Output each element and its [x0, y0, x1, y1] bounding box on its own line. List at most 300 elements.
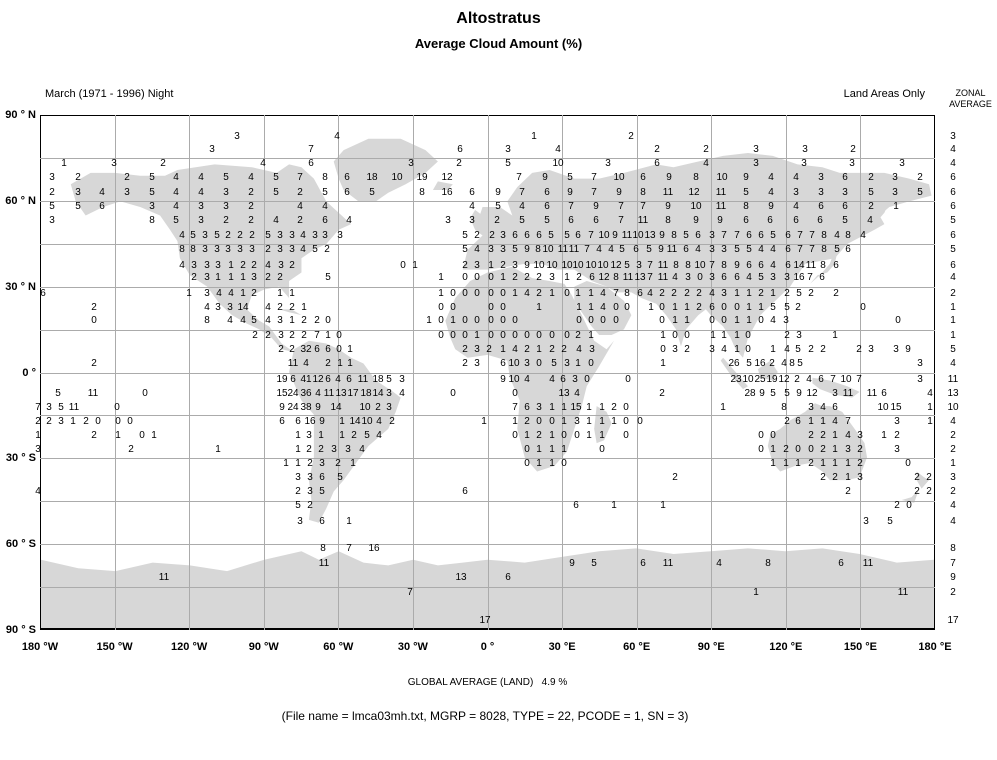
grid-value: 2: [124, 172, 130, 183]
grid-value: 7: [568, 201, 574, 212]
grid-value: 4: [469, 201, 475, 212]
grid-value: 2: [808, 458, 814, 469]
grid-value: 1: [684, 315, 690, 326]
grid-value: 6: [793, 215, 799, 226]
grid-value: 1: [289, 315, 295, 326]
grid-value: 10: [361, 416, 373, 427]
x-axis-label: 0 °: [480, 641, 495, 653]
grid-value: 1: [301, 302, 307, 313]
grid-value: 11: [657, 260, 669, 271]
zonal-average-value: 6: [950, 201, 956, 212]
grid-value: 7: [407, 587, 413, 598]
grid-value: 4: [265, 302, 271, 313]
grid-value: 6: [842, 201, 848, 212]
grid-value: 2: [295, 486, 301, 497]
grid-value: 0: [613, 302, 619, 313]
grid-value: 2: [35, 416, 41, 427]
grid-value: 1: [575, 358, 581, 369]
grid-value: 11: [662, 187, 674, 198]
grid-value: 1: [672, 302, 678, 313]
grid-value: 0: [474, 315, 480, 326]
grid-value: 4: [265, 260, 271, 271]
gridline-horizontal: [40, 501, 935, 502]
grid-value: 3: [306, 430, 312, 441]
grid-value: 0: [488, 302, 494, 313]
grid-value: 1: [832, 444, 838, 455]
grid-value: 1: [734, 330, 740, 341]
grid-value: 2: [659, 288, 665, 299]
grid-value: 2: [536, 272, 542, 283]
grid-value: 7: [591, 187, 597, 198]
grid-value: 2: [857, 458, 863, 469]
grid-value: 1: [770, 288, 776, 299]
grid-value: 3: [784, 272, 790, 283]
grid-value: 1: [648, 302, 654, 313]
grid-value: 1: [660, 358, 666, 369]
grid-value: 4: [647, 288, 653, 299]
grid-value: 2: [307, 458, 313, 469]
grid-value: 6: [40, 288, 46, 299]
grid-value: 0: [584, 374, 590, 385]
grid-value: 1: [438, 288, 444, 299]
grid-value: 1: [893, 201, 899, 212]
grid-value: 1: [660, 330, 666, 341]
gridline-horizontal: [40, 373, 935, 374]
grid-value: 3: [721, 288, 727, 299]
grid-value: 9: [616, 187, 622, 198]
grid-value: 11: [357, 374, 369, 385]
grid-value: 0: [114, 402, 120, 413]
grid-value: 28: [744, 388, 756, 399]
grid-value: 18: [360, 388, 372, 399]
grid-value: 2: [820, 444, 826, 455]
grid-value: 7: [647, 272, 653, 283]
grid-value: 0: [512, 388, 518, 399]
grid-value: 3: [237, 244, 243, 255]
zonal-average-value: 2: [950, 486, 956, 497]
grid-value: 0: [325, 315, 331, 326]
grid-value: 6: [845, 244, 851, 255]
grid-value: 0: [564, 330, 570, 341]
grid-value: 3: [474, 344, 480, 355]
grid-value: 9: [659, 230, 665, 241]
grid-value: 0: [438, 330, 444, 341]
grid-value: 5: [149, 172, 155, 183]
zonal-average-value: 6: [950, 260, 956, 271]
grid-value: 5: [495, 201, 501, 212]
grid-value: 9: [665, 201, 671, 212]
grid-value: 9: [524, 260, 530, 271]
grid-value: 0: [549, 330, 555, 341]
x-axis-label: 60 °W: [323, 641, 354, 653]
grid-value: 2: [46, 416, 52, 427]
grid-value: 0: [488, 288, 494, 299]
grid-value: 4: [179, 260, 185, 271]
grid-value: 1: [599, 402, 605, 413]
gridline-horizontal: [40, 544, 935, 545]
grid-value: 2: [833, 288, 839, 299]
grid-value: 3: [209, 144, 215, 155]
grid-value: 8: [821, 244, 827, 255]
grid-value: 2: [684, 288, 690, 299]
grid-value: 10: [690, 201, 702, 212]
grid-value: 3: [589, 344, 595, 355]
grid-value: 4: [173, 172, 179, 183]
grid-value: 3: [893, 344, 899, 355]
grid-value: 6: [536, 230, 542, 241]
grid-value: 7: [734, 230, 740, 241]
grid-value: 1: [820, 458, 826, 469]
grid-value: 0: [808, 444, 814, 455]
grid-value: 2: [784, 330, 790, 341]
grid-value: 26: [728, 358, 740, 369]
grid-value: 6: [743, 215, 749, 226]
grid-value: 0: [576, 315, 582, 326]
grid-value: 1: [277, 288, 283, 299]
grid-value: 2: [474, 230, 480, 241]
grid-value: 0: [462, 288, 468, 299]
grid-value: 7: [591, 172, 597, 183]
grid-value: 6: [785, 230, 791, 241]
grid-value: 1: [576, 302, 582, 313]
gridline-vertical: [637, 115, 638, 630]
grid-value: 0: [745, 344, 751, 355]
grid-value: 2: [289, 330, 295, 341]
grid-value: 0: [512, 430, 518, 441]
x-axis-label: 30 °E: [548, 641, 576, 653]
grid-value: 6: [640, 558, 646, 569]
grid-value: 10: [597, 260, 609, 271]
x-axis-label: 30 °W: [397, 641, 428, 653]
grid-value: 0: [500, 330, 506, 341]
grid-value: 13: [455, 572, 467, 583]
grid-value: 6: [833, 260, 839, 271]
grid-value: 1: [426, 315, 432, 326]
grid-value: 2: [318, 444, 324, 455]
grid-value: 5: [319, 486, 325, 497]
grid-value: 11: [842, 388, 854, 399]
grid-value: 11: [621, 230, 633, 241]
grid-value: 0: [438, 315, 444, 326]
grid-value: 3: [894, 444, 900, 455]
grid-value: 1: [746, 302, 752, 313]
grid-value: 5: [49, 201, 55, 212]
grid-value: 10: [613, 172, 625, 183]
grid-value: 8: [665, 215, 671, 226]
grid-value: 3: [149, 201, 155, 212]
coverage-label: Land Areas Only: [843, 88, 925, 100]
grid-value: 3: [277, 230, 283, 241]
grid-value: 1: [564, 272, 570, 283]
grid-value: 1: [672, 315, 678, 326]
grid-value: 5: [734, 244, 740, 255]
grid-value: 2: [654, 144, 660, 155]
zonal-average-value: 4: [950, 500, 956, 511]
grid-value: 1: [536, 344, 542, 355]
grid-value: 9: [569, 558, 575, 569]
grid-value: 10: [877, 402, 889, 413]
grid-value: 2: [494, 215, 500, 226]
grid-value: 2: [289, 344, 295, 355]
grid-value: 10: [542, 244, 554, 255]
grid-value: 4: [770, 244, 776, 255]
grid-value: 1: [845, 458, 851, 469]
grid-value: 5: [887, 516, 893, 527]
grid-value: 0: [462, 330, 468, 341]
grid-value: 2: [703, 144, 709, 155]
grid-value: 9: [658, 244, 664, 255]
grid-value: 10: [598, 230, 610, 241]
grid-value: 2: [83, 416, 89, 427]
grid-value: 5: [325, 272, 331, 283]
grid-value: 0: [659, 315, 665, 326]
grid-value: 1: [318, 430, 324, 441]
grid-value: 2: [289, 260, 295, 271]
grid-value: 23: [730, 374, 742, 385]
grid-value: 0: [623, 402, 629, 413]
grid-value: 6: [346, 374, 352, 385]
grid-value: 1: [350, 458, 356, 469]
grid-value: 0: [600, 315, 606, 326]
grid-value: 9: [734, 260, 740, 271]
grid-value: 6: [842, 172, 848, 183]
grid-value: 1: [808, 416, 814, 427]
grid-value: 4: [770, 315, 776, 326]
grid-value: 2: [808, 288, 814, 299]
grid-value: 1: [881, 430, 887, 441]
grid-value: 5: [173, 215, 179, 226]
grid-value: 2: [850, 144, 856, 155]
grid-value: 1: [549, 430, 555, 441]
grid-value: 4: [721, 344, 727, 355]
grid-value: 5: [567, 172, 573, 183]
grid-value: 2: [486, 344, 492, 355]
grid-value: 3: [808, 402, 814, 413]
grid-value: 12: [688, 187, 700, 198]
grid-value: 3: [549, 272, 555, 283]
grid-value: 1: [599, 430, 605, 441]
grid-value: 4: [600, 302, 606, 313]
grid-value: 10: [391, 172, 403, 183]
grid-value: 4: [474, 244, 480, 255]
grid-value: 5: [784, 388, 790, 399]
grid-value: 4: [709, 288, 715, 299]
grid-value: 0: [588, 315, 594, 326]
grid-value: 7: [640, 201, 646, 212]
grid-value: 4: [297, 201, 303, 212]
grid-value: 1: [215, 272, 221, 283]
grid-value: 7: [830, 374, 836, 385]
grid-value: 4: [228, 288, 234, 299]
grid-value: 11: [557, 244, 569, 255]
grid-value: 4: [300, 230, 306, 241]
grid-value: 5: [462, 230, 468, 241]
grid-value: 5: [868, 187, 874, 198]
grid-value: 6: [575, 230, 581, 241]
grid-value: 5: [797, 358, 803, 369]
grid-value: 6: [767, 215, 773, 226]
grid-value: 2: [251, 260, 257, 271]
grid-value: 0: [672, 330, 678, 341]
grid-value: 2: [265, 244, 271, 255]
grid-value: 2: [49, 187, 55, 198]
grid-value: 3: [857, 472, 863, 483]
grid-value: 1: [500, 344, 506, 355]
grid-value: 9: [905, 344, 911, 355]
grid-value: 2: [223, 215, 229, 226]
grid-value: 1: [927, 402, 933, 413]
grid-value: 11: [805, 260, 817, 271]
grid-value: 3: [818, 187, 824, 198]
grid-value: 2: [252, 330, 258, 341]
grid-value: 2: [277, 302, 283, 313]
grid-value: 14: [237, 302, 249, 313]
grid-value: 0: [512, 330, 518, 341]
grid-value: 3: [796, 330, 802, 341]
grid-value: 13: [644, 230, 656, 241]
grid-value: 8: [613, 272, 619, 283]
grid-value: 2: [784, 416, 790, 427]
grid-value: 1: [70, 416, 76, 427]
grid-value: 13: [634, 272, 646, 283]
grid-value: 2: [671, 288, 677, 299]
zonal-average-value: 1: [950, 330, 956, 341]
grid-value: 0: [127, 416, 133, 427]
grid-value: 8: [789, 358, 795, 369]
grid-value: 1: [684, 302, 690, 313]
grid-value: 5: [265, 230, 271, 241]
grid-value: 7: [613, 288, 619, 299]
x-axis-label: 180 °E: [918, 641, 952, 653]
zonal-average-value: 2: [950, 444, 956, 455]
grid-value: 4: [512, 344, 518, 355]
grid-value: 6: [319, 516, 325, 527]
file-info-label: (File name = lmca03mh.txt, MGRP = 8028, TYPE = 22, PCODE = 1, SN = 3): [281, 709, 689, 723]
grid-value: 18: [366, 172, 378, 183]
grid-value: 3: [307, 472, 313, 483]
grid-value: 3: [572, 374, 578, 385]
grid-value: 9: [666, 172, 672, 183]
grid-value: 1: [481, 416, 487, 427]
grid-value: 2: [462, 260, 468, 271]
grid-value: 9: [759, 388, 765, 399]
grid-value: 0: [450, 330, 456, 341]
grid-value: 3: [215, 302, 221, 313]
grid-value: 3: [191, 260, 197, 271]
grid-value: 0: [659, 302, 665, 313]
gridline-horizontal: [40, 587, 935, 588]
grid-value: 2: [307, 500, 313, 511]
grid-value: 16: [368, 543, 380, 554]
grid-value: 0: [462, 315, 468, 326]
grid-value: 3: [251, 272, 257, 283]
zonal-average-value: 4: [950, 272, 956, 283]
grid-value: 1: [549, 458, 555, 469]
x-axis-label: 60 °E: [623, 641, 651, 653]
grid-value: 6: [795, 416, 801, 427]
grid-value: 1: [215, 444, 221, 455]
grid-value: 1: [240, 272, 246, 283]
grid-value: 1: [151, 430, 157, 441]
grid-value: 4: [303, 358, 309, 369]
grid-value: 6: [524, 230, 530, 241]
grid-value: 1: [337, 358, 343, 369]
grid-value: 5: [591, 558, 597, 569]
y-axis-label: 90 ° S: [5, 624, 36, 636]
grid-value: 4: [832, 416, 838, 427]
grid-value: 5: [564, 230, 570, 241]
y-axis-label: 30 ° S: [5, 452, 36, 465]
grid-value: 4: [260, 158, 266, 169]
grid-value: 2: [289, 302, 295, 313]
grid-value: 0: [488, 272, 494, 283]
grid-value: 2: [91, 358, 97, 369]
grid-value: 6: [817, 215, 823, 226]
grid-value: 2: [926, 486, 932, 497]
grid-value: 5: [917, 187, 923, 198]
grid-value: 2: [248, 215, 254, 226]
grid-value: 17: [479, 615, 491, 626]
grid-value: 6: [344, 172, 350, 183]
grid-value: 4: [758, 244, 764, 255]
grid-value: 2: [91, 430, 97, 441]
grid-value: 6: [818, 201, 824, 212]
grid-value: 6: [568, 215, 574, 226]
grid-value: 3: [505, 144, 511, 155]
grid-value: 0: [599, 444, 605, 455]
zonal-average-value: 6: [950, 187, 956, 198]
grid-value: 3: [802, 144, 808, 155]
grid-value: 1: [710, 330, 716, 341]
zonal-average-value: 1: [950, 315, 956, 326]
grid-value: 2: [857, 444, 863, 455]
global-average-label: GLOBAL AVERAGE (LAND) 4.9 %: [407, 677, 568, 688]
grid-value: 10: [359, 402, 371, 413]
grid-value: 9: [542, 172, 548, 183]
grid-value: 7: [797, 230, 803, 241]
continent-north-america: [71, 164, 351, 352]
grid-value: 3: [408, 158, 414, 169]
grid-value: 2: [856, 344, 862, 355]
grid-value: 9: [524, 244, 530, 255]
grid-value: 5: [462, 244, 468, 255]
zonal-average-value: 4: [950, 516, 956, 527]
grid-value: 4: [524, 374, 530, 385]
grid-value: 1: [611, 500, 617, 511]
grid-value: 4: [834, 230, 840, 241]
grid-value: 3: [488, 244, 494, 255]
grid-value: 3: [386, 402, 392, 413]
grid-value: 3: [58, 416, 64, 427]
grid-value: 3: [234, 131, 240, 142]
grid-value: 5: [770, 388, 776, 399]
grid-value: 2: [576, 272, 582, 283]
grid-value: 3: [868, 344, 874, 355]
grid-value: 2: [783, 444, 789, 455]
grid-value: 2: [462, 358, 468, 369]
grid-value: 0: [623, 416, 629, 427]
grid-value: 6: [818, 374, 824, 385]
grid-value: 6: [746, 260, 752, 271]
grid-value: 2: [489, 230, 495, 241]
grid-value: 6: [505, 572, 511, 583]
grid-value: 6: [279, 416, 285, 427]
grid-value: 14: [793, 260, 805, 271]
grid-value: 4: [555, 144, 561, 155]
grid-value: 3: [319, 458, 325, 469]
grid-value: 6: [500, 358, 506, 369]
grid-value: 5: [624, 260, 630, 271]
